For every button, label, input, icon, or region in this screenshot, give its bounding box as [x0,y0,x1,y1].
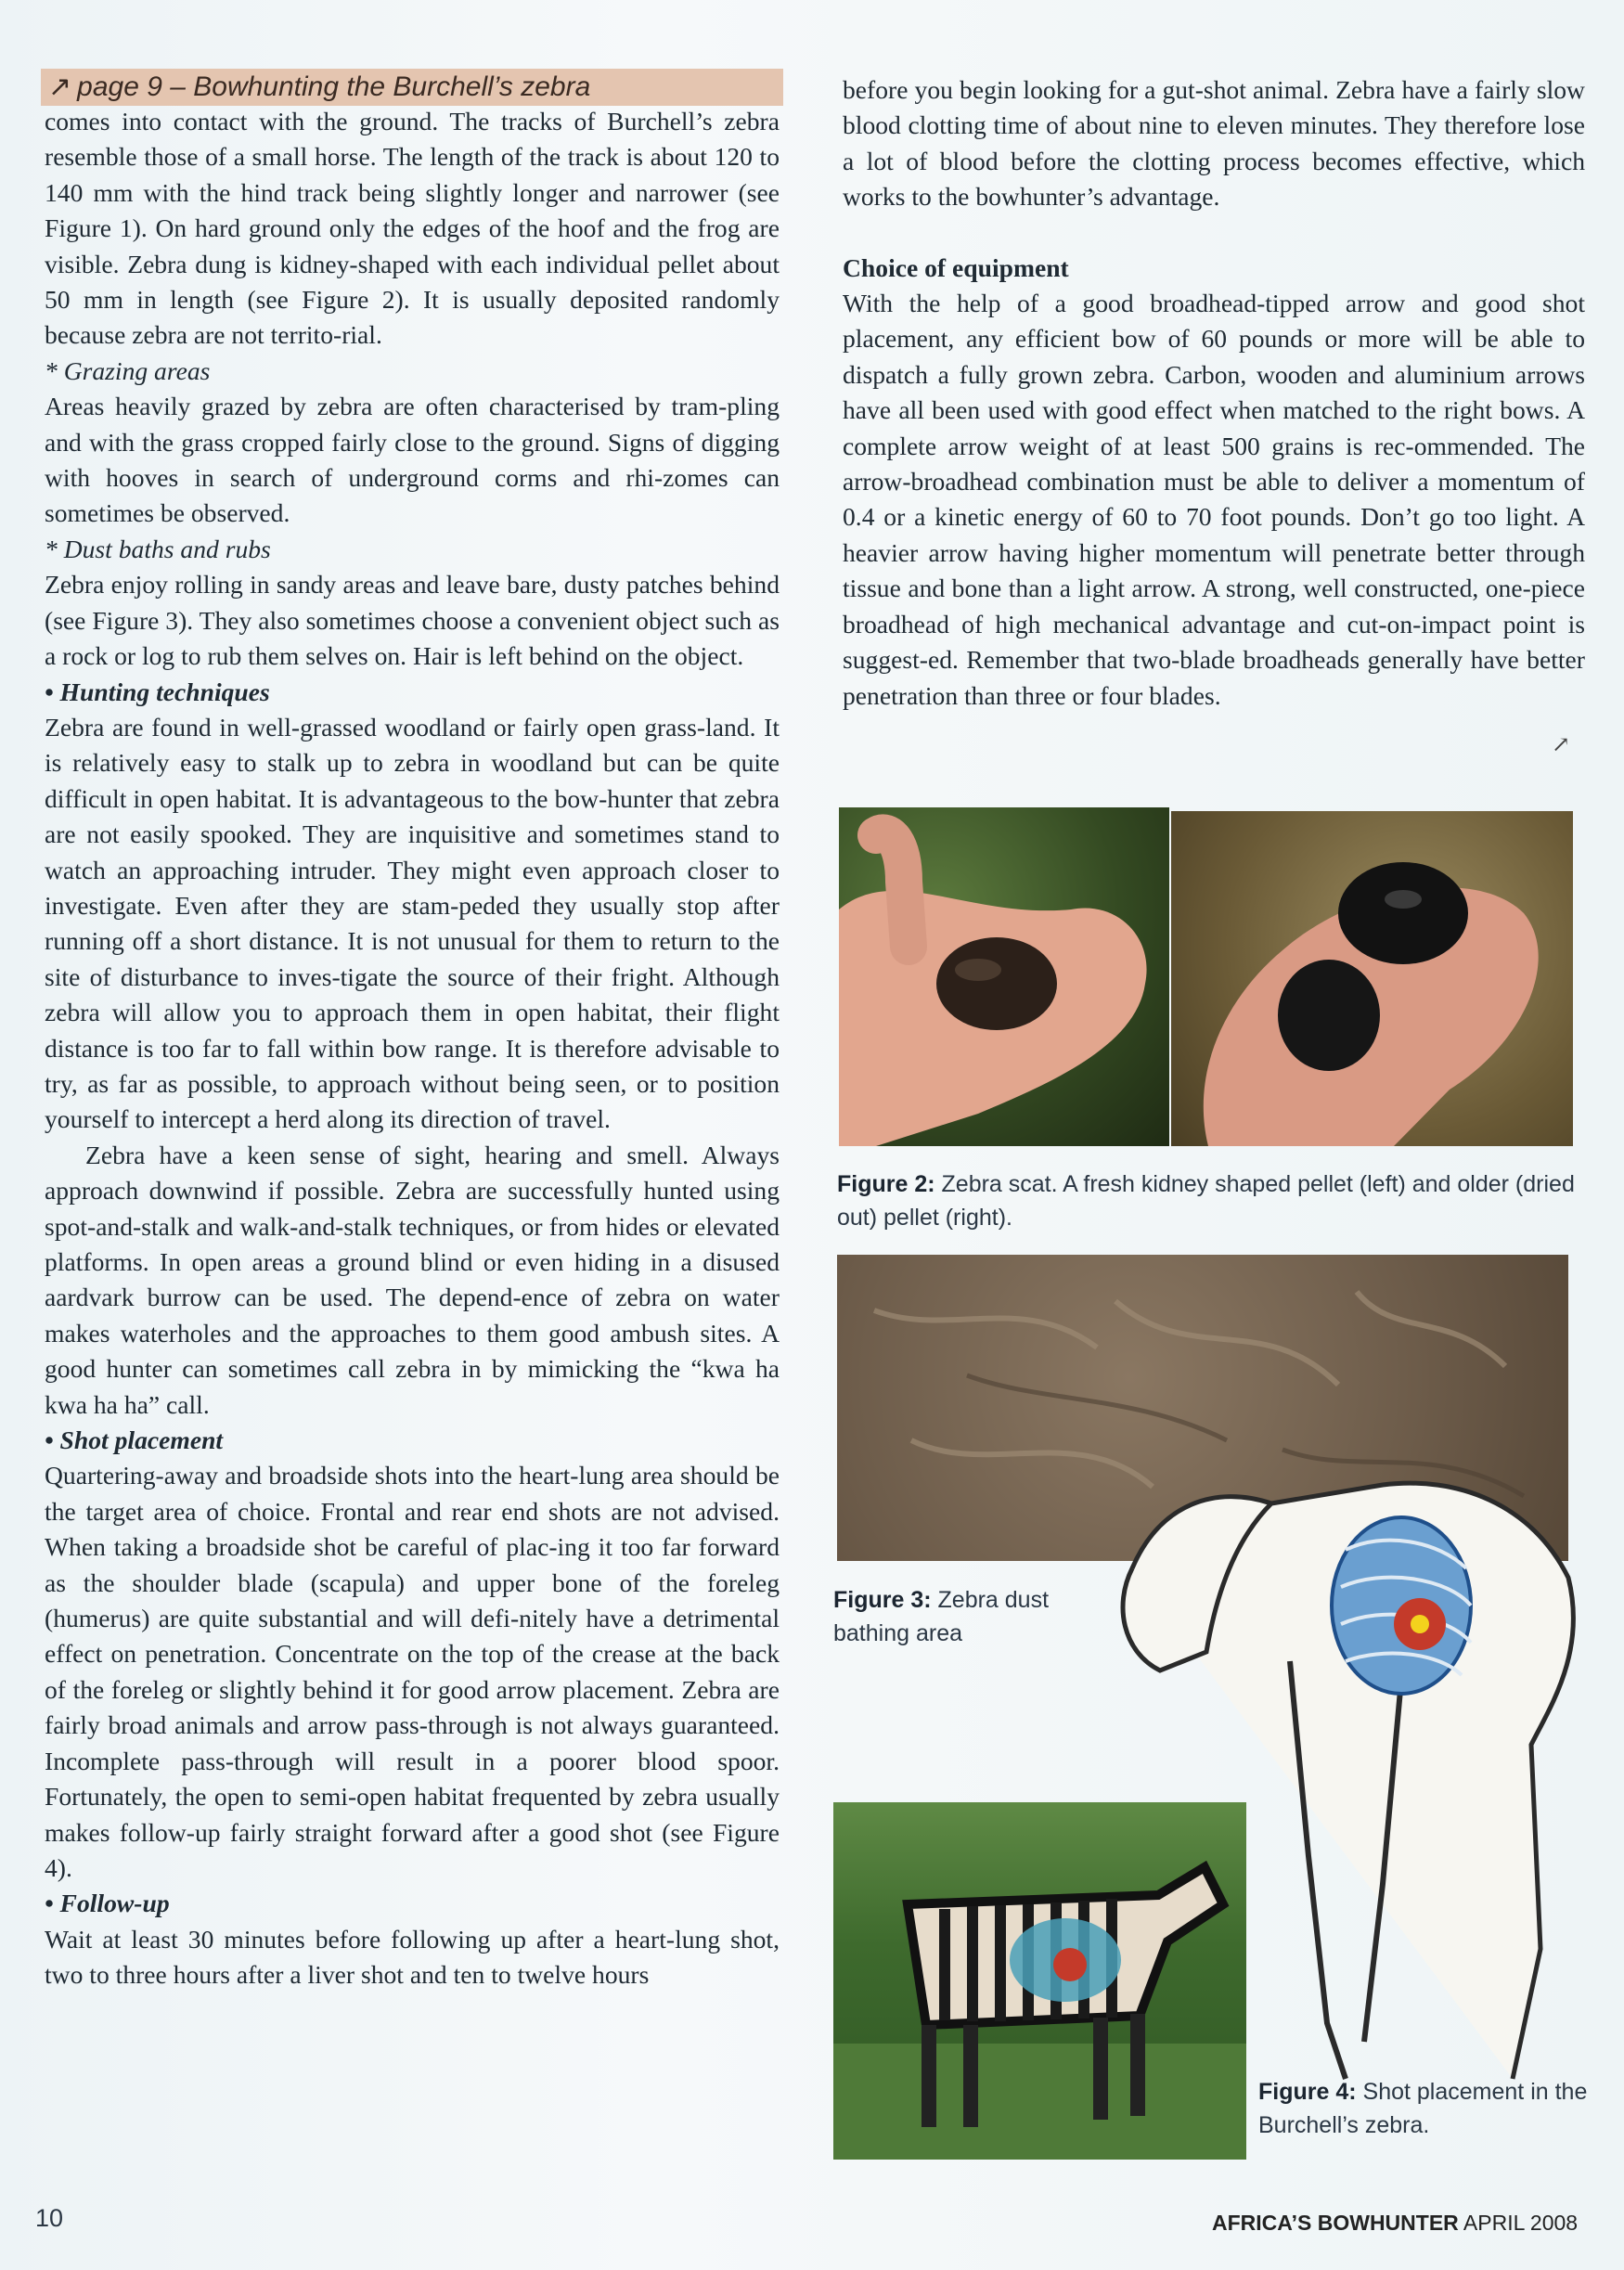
figure-3-label: Figure 3: [833,1587,932,1613]
left-column [45,104,780,1993]
paragraph: Quartering-away and broadside shots into the heart-lung area should be the target area of choice. Frontal and rear end shots are not advised. When taking a broadside shot be careful of plac-ing it too far forward as the shoulder blade (scapula) and upper bone of the foreleg (humerus) are quite substantial and will defi-nitely have a detrimental effect on penetration. Concentrate on the top of the crease at the back of the foreleg or slightly behind it for good arrow placement. Zebra are fairly broad animals and arrow pass-through is not always guaranteed. Incomplete pass-through will result in a poorer blood spoor. Fortunately, the open to semi-open habitat frequented by zebra usually makes follow-up fairly straight forward after a good shot (see Figure 4). [45,1461,780,1882]
section-heading-equipment: Choice of equipment [843,252,1069,282]
page-number: 10 [35,2204,64,2232]
paragraph: Zebra are found in well-grassed woodland or fairly open grass-land. It is relatively easy to stalk up to zebra in woodland but can be quite difficult in open habitat. It is advantageous to the bow-hunter that zebra are not easily spooked. They are inquisitive and sometimes stand to watch an approaching intruder. They might even approach closer to investigate. Even after they are stam-peded they usually stop after running off a short distance. It is not unusual for them to return to the site of disturbance to inves-tigate the source of their fright. Although zebra will allow you to approach them in open habitat, their flight distance is too far to fall within bow range. It is therefore advisable to try, as far as possible, to approach without being seen, or to position yourself to intercept a herd along its direction of travel. [45,712,780,1134]
paragraph: comes into contact with the ground. The tracks of Burchell’s zebra resemble those of a small horse. The length of the track is about 120 to 140 mm with the hind track being slightly longer and narrower (see Figure 1). On hard ground only the edges of the hoof and the frog are visible. Zebra dung is kidney-shaped with each individual pellet about 50 mm in length (see Figure 2). It is usually deposited randomly because zebra are not territo-rial. [45,107,780,350]
magazine-footer [1212,2211,1578,2236]
figure-3-caption [833,1583,1112,1650]
section-heading-follow-up: • Follow-up [45,1889,170,1918]
paragraph: before you begin looking for a gut-shot animal. Zebra have a fairly slow blood clotting time of about nine to eleven minutes. They therefore lose a lot of blood before the clotting process becomes effective, which works to the bowhunter’s advantage. [843,75,1585,212]
figure-2-text: Zebra scat. A fresh kidney shaped pellet (left) and older (dried out) pellet (right). [837,1171,1575,1231]
zebra-skeleton-illustration [1104,1466,1624,2097]
magazine-issue: APRIL 2008 [1458,2211,1579,2235]
magazine-name: AFRICA’S BOWHUNTER [1212,2211,1459,2235]
section-heading-grazing: * Grazing areas [45,355,211,385]
figure-2-dried-pellet-photo [1171,811,1573,1146]
header-title: page 9 – Bowhunting the Burchell’s zebra [77,71,591,102]
figure-4-caption [1258,2075,1592,2142]
figure-2-caption [837,1167,1579,1234]
paragraph: Zebra have a keen sense of sight, hearing and smell. Always approach downwind if possible. Zebra are successfully hunted using spot-and-stalk and walk-and-stalk techniques, or from hides or elevated platforms. In open areas a ground blind or even hiding in a disused aardvark burrow can be used. The depend-ence of zebra on water makes waterholes and the approaches to them good ambush sites. A good hunter can sometimes call zebra in by mimicking the “kwa ha kwa ha ha” call. [45,1140,780,1419]
section-heading-hunting: • Hunting techniques [45,677,270,706]
figure-2-label: Figure 2: [837,1171,935,1197]
figure-2-fresh-pellet-photo [839,807,1169,1146]
paragraph: Areas heavily grazed by zebra are often characterised by tram-pling and with the grass cropped fairly close to the ground. Signs of digging with hooves in search of underground corms and rhi-zomes can sometimes be observed. [45,392,780,528]
end-of-article-icon: ↗ [1552,733,1571,757]
paragraph: Zebra enjoy rolling in sandy areas and leave bare, dusty patches behind (see Figure 3). They also sometimes choose a convenient object such as a rock or log to rub them selves on. Hair is left behind on the object. [45,570,780,671]
figure-3-text: Zebra dust bathing area [833,1587,1050,1646]
bowhunter-arrow-icon: ↗ [48,71,72,102]
figure-4-label: Figure 4: [1258,2079,1357,2105]
section-heading-dust-baths: * Dust baths and rubs [45,534,271,563]
paragraph: With the help of a good broadhead-tipped arrow and good shot placement, any efficient bow of 60 pounds or more will be able to dispatch a fully grown zebra. Carbon, wooden and aluminium arrows have all been used with good effect when matched to the right bows. A complete arrow weight of at least 500 grains is rec-ommended. The arrow-broadhead combination must be able to deliver a momentum of 0.4 or a kinetic energy of 60 to 70 foot pounds. Don’t go too light. A heavier arrow having higher momentum will penetrate better through tissue and bone than a light arrow. A strong, well constructed, one-piece broadhead of high mechanical advantage and cut-on-impact point is suggest-ed. Remember that two-blade broadheads generally have better penetration than three or four blades. [843,289,1585,710]
paragraph: Wait at least 30 minutes before following up after a heart-lung shot, two to three hours after a liver shot and ten to twelve hours [45,1924,780,1990]
running-header [48,71,590,103]
section-heading-shot-placement: • Shot placement [45,1425,224,1455]
figure-4-text: Shot placement in the Burchell’s zebra. [1258,2079,1588,2138]
right-column [843,72,1585,714]
